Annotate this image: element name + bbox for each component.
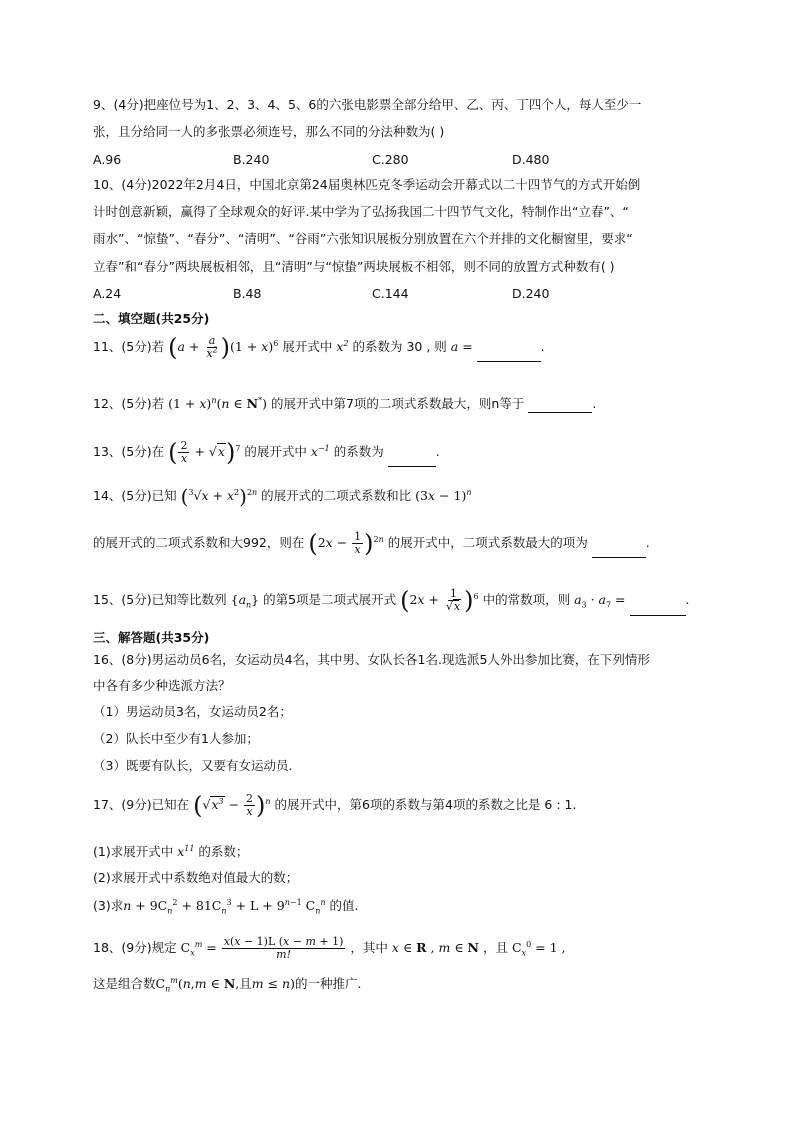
q9-line2: 张，且分给同一人的多张票必须连号，那么不同的分法种数为( ) xyxy=(93,124,445,139)
q14-line2a: 的展开式的二项式系数和大992，则在 xyxy=(93,535,305,550)
q13-mid: 的展开式中 xyxy=(244,444,307,459)
q14-line2b: 的展开式中，二项式系数最大的项为 xyxy=(387,535,588,550)
q15-mid2: 中的常数项，则 xyxy=(482,592,571,607)
q17-item-1: (1)求展开式中 $x^{11}$ 的系数； xyxy=(93,843,249,859)
q9-option-a: A.96 xyxy=(93,152,122,167)
q9-option-d: D.480 xyxy=(512,152,550,167)
q15-prefix: 15、(5分)已知等比数列 xyxy=(93,592,227,607)
q14-line2: 的展开式的二项式系数和大992，则在 (2x − $\frac{1}{x}$ )$^{2n}$ 的展开式中，二项式系数最大的项为 . xyxy=(93,529,650,558)
q13-answer-blank[interactable] xyxy=(388,452,436,467)
q10-option-d: D.240 xyxy=(512,286,550,301)
q9-option-c: C.280 xyxy=(372,152,409,167)
q17-item-3: (3)求$n + 9C_n^2 + 81C_n^3 + L + 9^{n-1}$ $C_n^n$ 的值. xyxy=(93,897,359,916)
q16-item-3: （3）既要有队长，又要有女运动员. xyxy=(93,758,293,773)
q18-mid: ，其中 xyxy=(350,940,388,955)
q14-prefix: 14、(5分)已知 xyxy=(93,488,177,503)
q16-line1: 16、(8分)男运动员6名，女运动员4名，其中男、女队长各1名.现选派5人外出参加比赛，在下列情形 xyxy=(93,652,650,667)
q9-line1: 9、(4分)把座位号为1、2、3、4、5、6的六张电影票全部分给甲、乙、丙、丁四个人，每人至少一 xyxy=(93,97,642,112)
q13-prefix: 13、(5分)在 xyxy=(93,444,165,459)
q16-item-2: （2）队长中至少有1人参加； xyxy=(93,731,259,746)
q16-item-1: （1）男运动员3名，女运动员2名； xyxy=(93,704,292,719)
q11: 11、(5分)若 (a + $\frac{a}{x^2}$ )$(1 + x)^6$ 展开式中 $x^2$ 的系数为 30 , 则 a = . xyxy=(93,333,545,362)
q12-answer-blank[interactable] xyxy=(528,398,592,413)
q11-mid: 展开式中 xyxy=(282,339,333,354)
section-heading-fill-in: 二、填空题(共25分) xyxy=(93,311,210,326)
q13-mid2: 的系数为 xyxy=(333,444,384,459)
q11-mid2: 的系数为 30 , 则 xyxy=(352,339,447,354)
q18-line1: 18、(9分)规定 $C_x^m$ = $\frac{x(x - 1)L (x - m + 1)}{m!}$ ，其中 x ∈ R , m ∈ N ，且 $C_x^0 = 1$ , xyxy=(93,935,566,961)
q10-option-a: A.24 xyxy=(93,286,122,301)
q10-line4: 立春”和“春分”两块展板相邻，且“清明”与“惊蛰”两块展板不相邻，则不同的放置方式种数有( ) xyxy=(93,259,615,274)
q16-line2: 中各有多少种选派方法？ xyxy=(93,678,231,693)
q11-prefix: 11、(5分)若 xyxy=(93,339,165,354)
q18-line2: 这是组合数$C_n^m(n,m$ ∈ N,且m ≤ n)的一种推广. xyxy=(93,975,362,994)
q18-mid2: ，且 xyxy=(482,940,508,955)
q17-line1: 17、(9分)已知在 ($√x^3$ − $\frac{2}{x}$ )$^n$ 的展开式中，第6项的系数与第4项的系数之比是 6 : 1. xyxy=(93,791,577,820)
q10-option-b: B.48 xyxy=(233,286,262,301)
q12: 12、(5分)若 $(1 + x)^n(n$ ∈ N*) 的展开式中第7项的二项式系数最大，则n等于 . xyxy=(93,395,597,411)
section-heading-solutions: 三、解答题(共35分) xyxy=(93,630,210,645)
q17-prefix: 17、(9分)已知在 xyxy=(93,797,190,812)
q14-answer-blank[interactable] xyxy=(592,543,646,558)
q14-line1: 14、(5分)已知 $(^3√x + x^2)^{2n}$ 的展开式的二项式系数和比 $(3x - 1)^n$ xyxy=(93,484,472,509)
q12-prefix: 12、(5分)若 xyxy=(93,396,165,411)
q15: 15、(5分)已知等比数列 $\{a_n\}$ 的第5项是二项式展开式 (2x + $\frac{1}{√x}$ )$^6$ 中的常数项，则 $a_3 \cdot a_7$ = . xyxy=(93,586,690,615)
q18-prefix: 18、(9分)规定 xyxy=(93,940,177,955)
q17-item-2: (2)求展开式中系数绝对值最大的数； xyxy=(93,870,299,885)
q10-line1: 10、(4分)2022年2月4日，中国北京第24届奥林匹克冬季运动会开幕式以二十四节气的方式开始倒 xyxy=(93,177,641,192)
q9-option-b: B.240 xyxy=(233,152,270,167)
q15-mid: 的第5项是二项式展开式 xyxy=(263,592,397,607)
q10-option-c: C.144 xyxy=(372,286,409,301)
q14-mid: 的展开式的二项式系数和比 xyxy=(261,488,412,503)
q11-answer-blank[interactable] xyxy=(477,347,541,362)
q10-line3: 雨水”、“惊蛰”、“春分”、“清明”、“谷雨”六张知识展板分别放置在六个并排的文化橱窗里，要求“ xyxy=(93,231,633,246)
q13: 13、(5分)在 ( $\frac{2}{x}$ + √x)$^7$ 的展开式中 $x^{-1}$ 的系数为 . xyxy=(93,438,440,467)
q17-mid: 的展开式中，第6项的系数与第4项的系数之比是 6 : 1. xyxy=(274,797,577,812)
q12-mid: 的展开式中第7项的二项式系数最大，则n等于 xyxy=(270,396,525,411)
q10-line2: 计时创意新颖，赢得了全球观众的好评.某中学为了弘扬我国二十四节气文化，特制作出“立春”、“ xyxy=(93,204,629,219)
q15-answer-blank[interactable] xyxy=(630,601,686,616)
